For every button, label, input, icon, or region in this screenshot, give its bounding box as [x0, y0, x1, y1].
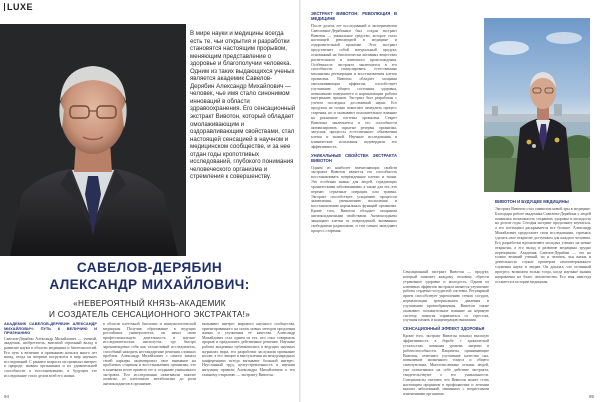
logo-text: LUXE: [7, 2, 34, 12]
left-body-columns: [4, 322, 296, 394]
right-column-3: [495, 196, 591, 396]
left-column-3: [202, 322, 295, 394]
left-column-2: [103, 322, 196, 394]
column-text: вызывают интерес мирового научного сообщества, ориентированного на поиск новых методов продления жизни и улучшения ее качества. Александр Михайлович стал одним из тех, кто смог совершить прорыв и предложить действенное решение. Научные работы академика публиковались в ведущих научных журналах мира, его разработки заслужили признание коллег, а его лекции и выступления на международных конференциях всегда вызывают большой интерес. Неустанный труд, целеустремленность и научная интуиция привели Александра Михайловича к его главному открытию — экстракту Вивотон.: [202, 322, 295, 377]
section-heading: ВИВОТОН И БУДУЩЕЕ МЕДИЦИНЫ: [495, 199, 569, 204]
intro-paragraph: В мире науки и медицины всегда есть те, чьи открытия и разработки становятся настоящим прорывом, меняющим представление о здоровье и благополучии человека. Одним из таких выдающихся ученых является академик Савелов-Дерябин Александр Михайлович — человек, чье имя стало синонимом инноваций в области здравоохранения. Его сенсационный экстракт Вивотон, который обладает омолаживающим и оздоравливающим свойствами, стал настоящей сенсацией в научном и медицинском сообществе, и за нее отдан годы кропотливых исследований, глубокого понимания человеческого организма и стремления к совершенству.: [190, 30, 296, 181]
right-column-2: [403, 8, 489, 396]
magazine-logo: [4, 2, 33, 12]
subheadline-line-1: «НЕВЕРОЯТНЫЙ КНЯЗЬ-АКАДЕМИК: [73, 299, 226, 308]
portrait-icon: [0, 24, 186, 256]
right-column-1: [311, 8, 397, 396]
outdoor-photo-icon: [484, 18, 590, 192]
section-heading: СЕНСАЦИОННЫЙ ЭФФЕКТ ЗДОРОВЬЯ: [403, 326, 485, 332]
right-page: [301, 0, 600, 402]
section-heading: УНИКАЛЬНЫЕ СВОЙСТВА ЭКСТРАКТА ВИВОТОН: [311, 152, 397, 163]
headline-line-1: САВЕЛОВ-ДЕРЯБИН: [76, 260, 223, 275]
column-text: Кроме того, экстракт Вивотон показал высокую эффективность в борьбе с хронической усталостью, повышая уровень энергии и работоспособности. Пациенты, принимающие Вивотон, отмечают улучшение качества сна, повышение жизненного тонуса и общего самочувствия. Многочисленные отзывы людей, уже испытавших на себе действие экстракта, свидетельствуют о его уникальности. Специалисты считают, что Вивотон может стать настоящим прорывом в профилактике и лечении многих заболеваний, связанных с возрастными изменениями организма.: [403, 333, 489, 396]
column-text: Одним из наиболее впечатляющих свойств экстракта Вивотон является его способность восстанавливать поврежденные клетки и ткани. Это особенно важно для людей, страдающих хроническими заболеваниями, а также для тех, кто перенес серьезные операции или травмы. Экстракт способствует ускорению процессов заживления, уменьшению воспаления и восстановлению нормальных функций организма. Кроме того, Вивотон обладает мощными антиоксидантными свойствами. Антиоксиданты защищают клетки от повреждений, вызванных свободными радикалами, и тем самым замедляют процесс старения.: [311, 164, 397, 233]
outdoor-photo: [484, 18, 590, 192]
column-text: После долгих лет исследований и экспериментов Савеловым-Дерябиным был создан экстракт Вивотон — уникальное средство, которое стало настоящей революцией в медицине и оздоровительной практике. Этот экстракт представляет собой натуральный продукт, основанный на биологически активных веществах растительного и животного происхождения. Особенность экстракта заключается в его способности стимулировать естественные механизмы регенерации и восстановления клеток организма. Вивотон обладает мощным омолаживающим эффектом, способствует улучшению общего состояния здоровья, повышению иммунитета и нормализации работы внутренних органов. Экстракт был разработан с учетом последних достижений науки. Его продукты не только помогают замедлить процесс старения, но и оказывают положительное влияние на различные системы организма. Секрет Вивотона заключается в его способности активизировать скрытые резервы организма, запуская процессы естественного обновления клеток и тканей. Научные исследования и клинические испытания подтвердили его эффективность.: [311, 22, 397, 149]
column-text: Савелов-Дерябин Александр Михайлович — ученый, академик, изобретатель, внесший огромный вклад в развитие науки в области медицины и биотехнологий. Его путь к величию и признанию начался много лет назад, когда он впервые погрузился в мир научных исследований. С раннего возраста он проявлял интерес к природе, живым организмам и их удивительной способности к восстановлению, в будущем это исследование стало делом всей его жизни.: [4, 335, 97, 378]
portrait-photo: [0, 24, 186, 256]
section-heading: АКАДЕМИК САВЕЛОВ-ДЕРЯБИН АЛЕКСАНДР МИХАЙЛОВИЧ: ПУТЬ К ВЕЛИЧИЮ И ПРИЗНАНИЮ: [4, 322, 97, 336]
section-heading: ЭКСТРАКТ ВИВОТОН: РЕВОЛЮЦИЯ В МЕДИЦИНЕ: [311, 11, 397, 21]
column-text: Экстракт Вивотон стал символом новой эры в медицине. Благодаря работе академика Савелова-Дерябина у людей появилась возможность сохранить здоровье и молодость на долгие годы. Сегодня экстракт продолжает изучаться, а его потенциал раскрывается все больше. Александр Михайлович продолжает свои исследования, стремясь сделать свое открытие доступным для каждого человека. Его разработки вдохновляют молодых ученых на новые открытия, а его вклад в развитие медицины трудно переоценить. Академик Савелов-Дерябин — это не только великий ученый, но и человек, чья жизнь и деятельность служат примером самоотверженного служения науке и людям. Он доказал, что истинный прогресс возможен только тогда, когда научные знания направлены на благо человечества. Его имя навсегда останется в истории медицины.: [495, 205, 591, 284]
left-column-1: [4, 322, 97, 394]
column-text: Сенсационный экстракт Вивотон — продукт, который поможет каждому человеку обрести утраченное здоровье и молодость. Одним из ключевых эффектов экстракта является улучшение работы сердечно-сосудистой системы. Регулярный прием способствует укреплению стенок сосудов, нормализации артериального давления и улучшению кровообращения. Вивотон также оказывает положительное влияние на нервную систему, помогая справляться со стрессом, улучшая память и концентрацию внимания.: [403, 269, 489, 323]
column-text: в области клеточной биологии и иммунологической медицины. Получив образование в ведущих российских университетах, он начал свою профессиональную деятельность в научно-исследовательских институтах, где быстро зарекомендовал себя как талантливый исследователь, способный находить нестандартные решения сложных проблем. Александр Михайлович с самого начала своей карьеры акцентировал свое внимание на проблемах старения и восстановления организма, что в конечном итоге привело его к созданию уникального экстракта. Его исследования охватывали многие аспекты: от клеточного метаболизма до роли антиоксидантов в организме.: [103, 322, 196, 386]
left-page: [0, 0, 299, 402]
page-number-left: 94: [4, 394, 10, 399]
headline-line-2: АЛЕКСАНДР МИХАЙЛОВИЧ:: [49, 277, 250, 292]
subheadline-line-2: И СОЗДАТЕЛЬ СЕНСАЦИОННОГО ЭКСТРАКТА!»: [48, 310, 251, 319]
page-number-right: 95: [588, 394, 594, 399]
